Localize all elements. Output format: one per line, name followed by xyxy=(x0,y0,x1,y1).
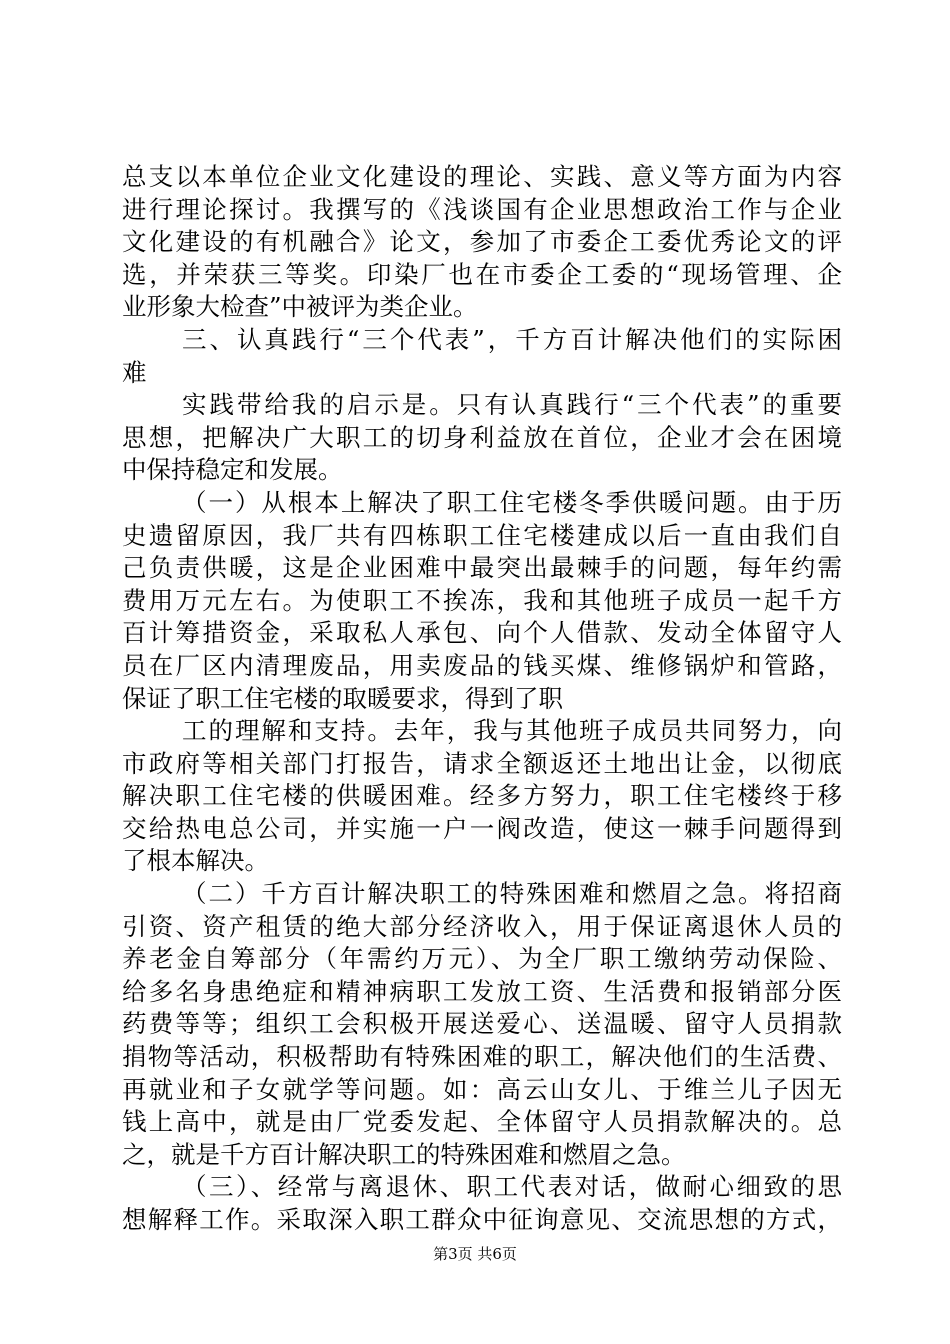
text-line: 百计筹措资金，采取私人承包、向个人借款、发动全体留守人 xyxy=(122,618,842,648)
text-line: 费用万元左右。为使职工不挨冻，我和其他班子成员一起千方 xyxy=(122,585,842,615)
text-line: （二）千方百计解决职工的特殊困难和燃眉之急。将招商 xyxy=(182,879,842,909)
text-line: 再就业和子女就学等问题。如：高云山女儿、于维兰儿子因无 xyxy=(122,1074,842,1104)
text-line: 解决职工住宅楼的供暖困难。经多方努力，职工住宅楼终于移 xyxy=(122,781,842,811)
text-line: 捐物等活动，积极帮助有特殊困难的职工，解决他们的生活费、 xyxy=(122,1042,842,1072)
text-line: 选，并荣获三等奖。印染厂也在市委企工委的“现场管理、企 xyxy=(122,259,842,289)
text-line: 文化建设的有机融合》论文，参加了市委企工委优秀论文的评 xyxy=(122,227,842,257)
text-line: 难 xyxy=(122,357,147,387)
text-line: 实践带给我的启示是。只有认真践行“三个代表”的重要 xyxy=(182,390,842,420)
text-line: （一）从根本上解决了职工住宅楼冬季供暖问题。由于历 xyxy=(182,487,842,517)
text-line: 交给热电总公司，并实施一户一阀改造，使这一棘手问题得到 xyxy=(122,813,842,843)
text-line: 业形象大检查”中被评为类企业。 xyxy=(122,292,478,322)
text-line: 钱上高中，就是由厂党委发起、全体留守人员捐款解决的。总 xyxy=(122,1107,842,1137)
text-line: 中保持稳定和发展。 xyxy=(122,455,343,485)
page-footer: 第3页 共6页 xyxy=(433,1245,517,1263)
text-line: 市政府等相关部门打报告，请求全额返还土地出让金，以彻底 xyxy=(122,748,842,778)
text-line: 引资、资产租赁的绝大部分经济收入，用于保证离退休人员的 xyxy=(122,911,842,941)
text-line: 思想，把解决广大职工的切身利益放在首位，企业才会在困境 xyxy=(122,422,842,452)
text-line: 进行理论探讨。我撰写的《浅谈国有企业思想政治工作与企业 xyxy=(122,194,842,224)
text-line: 员在厂区内清理废品，用卖废品的钱买煤、维修锅炉和管路， xyxy=(122,650,842,680)
text-line: 总支以本单位企业文化建设的理论、实践、意义等方面为内容 xyxy=(122,162,842,191)
text-line: 保证了职工住宅楼的取暖要求，得到了职 xyxy=(122,683,563,713)
text-line: 给多名身患绝症和精神病职工发放工资、生活费和报销部分医 xyxy=(122,976,842,1006)
text-line: 药费等等；组织工会积极开展送爱心、送温暖、留守人员捐款 xyxy=(122,1009,842,1039)
text-line: （三）、经常与离退休、职工代表对话，做耐心细致的思 xyxy=(182,1172,842,1202)
text-line: 史遗留原因，我厂共有四栋职工住宅楼建成以后一直由我们自 xyxy=(122,520,842,550)
text-line: 三、认真践行“三个代表”，千方百计解决他们的实际困 xyxy=(182,324,842,354)
text-line: 养老金自筹部分（年需约万元）、为全厂职工缴纳劳动保险、 xyxy=(122,944,842,974)
text-line: 想解释工作。采取深入职工群众中征询意见、交流思想的方式， xyxy=(122,1205,842,1234)
text-line: 工的理解和支持。去年，我与其他班子成员共同努力，向 xyxy=(182,716,842,746)
text-line: 了根本解决。 xyxy=(122,846,269,876)
text-line: 之，就是千方百计解决职工的特殊困难和燃眉之急。 xyxy=(122,1139,686,1169)
body-text xyxy=(122,161,842,1237)
text-line: 己负责供暖，这是企业困难中最突出最棘手的问题，每年约需 xyxy=(122,553,842,583)
